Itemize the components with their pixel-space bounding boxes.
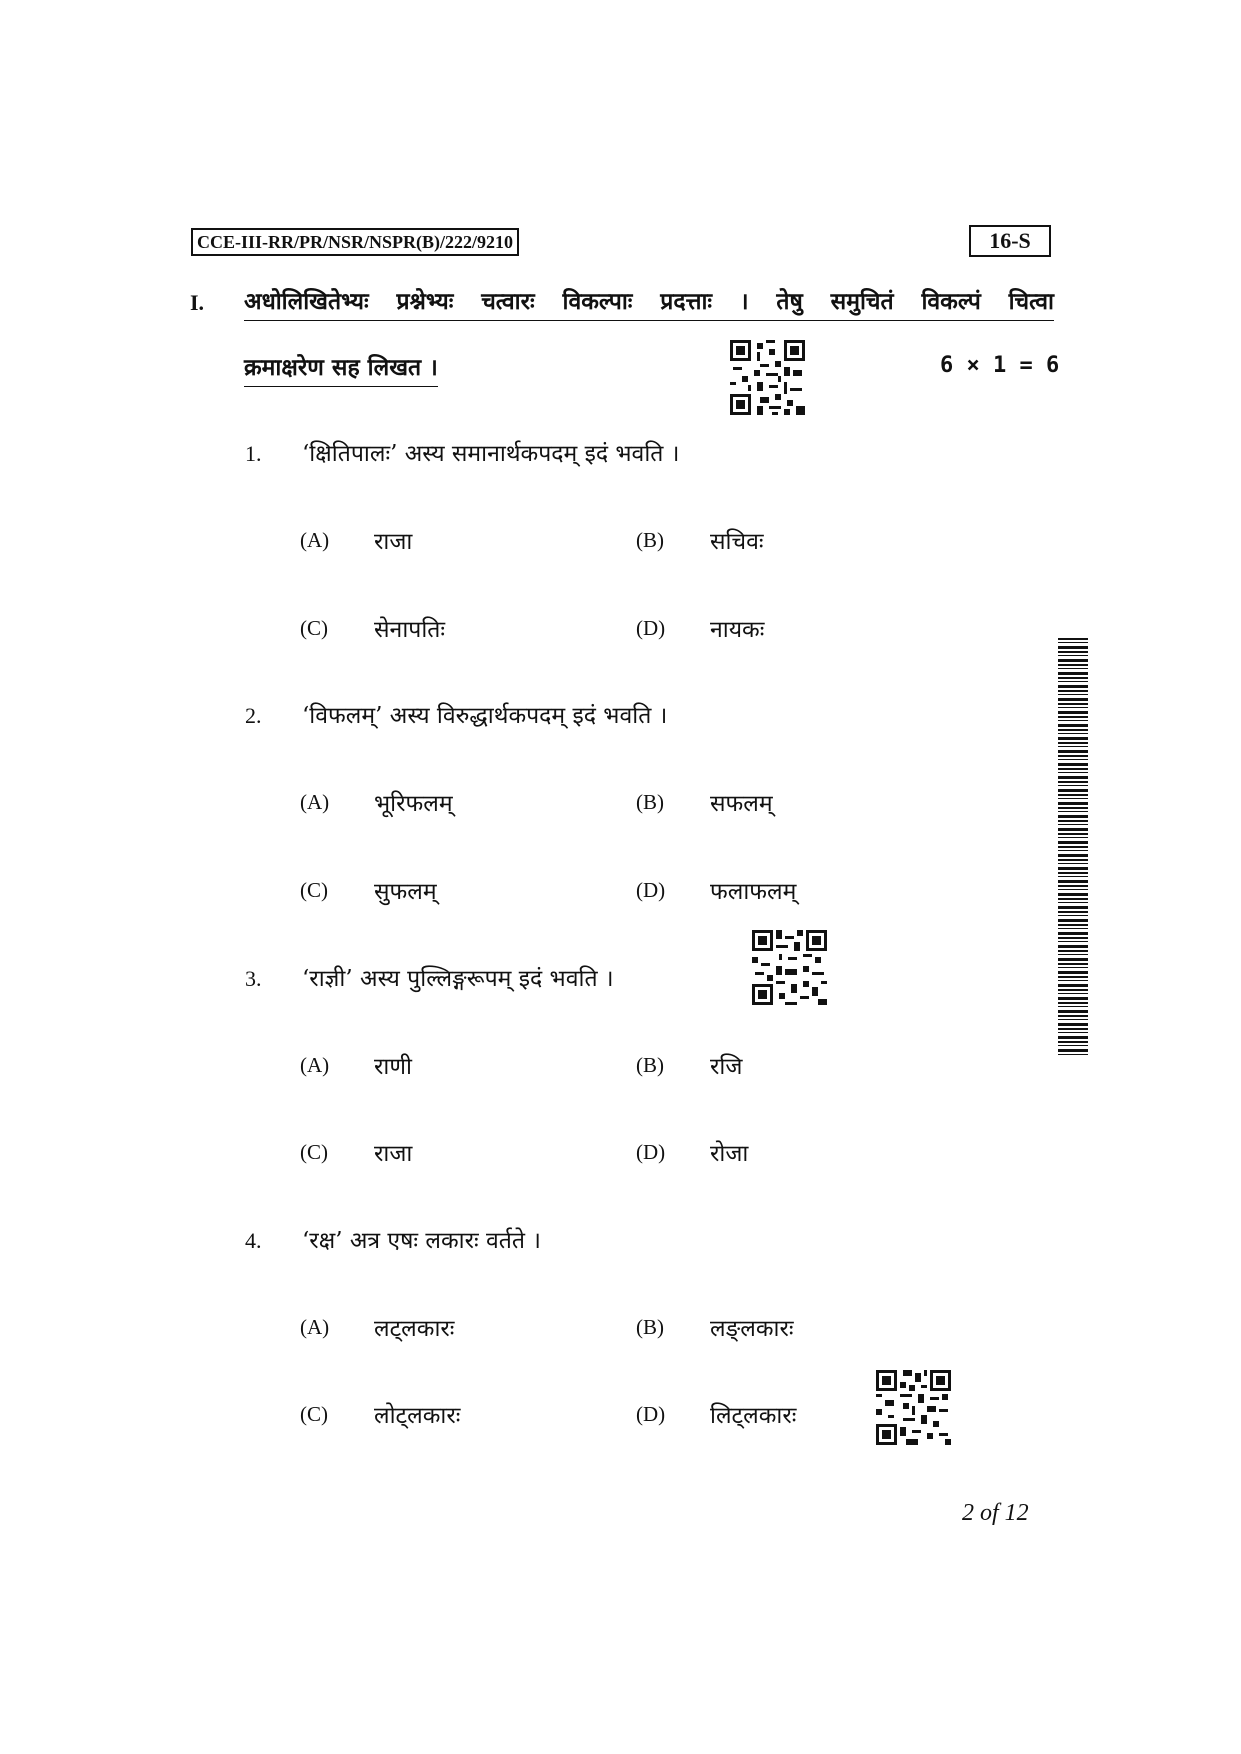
q4-option-d-text: लिट्लकारः xyxy=(710,1403,797,1429)
question-2-text: ‘विफलम्’ अस्य विरुद्धार्थकपदम् इदं भवति । xyxy=(302,703,668,729)
question-4-number: 4. xyxy=(245,1228,262,1253)
q1-option-c-label: (C) xyxy=(300,616,328,640)
q4-option-a-text: लट्लकारः xyxy=(374,1316,455,1342)
q3-option-c-label: (C) xyxy=(300,1140,328,1164)
section-marks: 6 × 1 = 6 xyxy=(940,353,1060,378)
section-instruction-line2: क्रमाक्षरेण सह लिखत । xyxy=(244,350,438,387)
q4-option-c-text: लोट्लकारः xyxy=(374,1403,461,1429)
vertical-barcode xyxy=(1058,638,1088,1055)
q1-option-d-label: (D) xyxy=(636,616,666,640)
q3-option-b-text: रजि xyxy=(710,1054,743,1080)
q3-option-d-text: रोजा xyxy=(710,1141,749,1167)
question-3-text: ‘राज्ञी’ अस्य पुल्लिङ्गरूपम् इदं भवति । xyxy=(302,966,614,992)
q1-option-c-text: सेनापतिः xyxy=(374,617,446,643)
q2-option-d-label: (D) xyxy=(636,878,666,902)
q4-option-b-label: (B) xyxy=(636,1315,664,1339)
q4-option-a-label: (A) xyxy=(300,1315,330,1339)
q4-option-c-label: (C) xyxy=(300,1402,328,1426)
question-2-number: 2. xyxy=(245,703,262,728)
section-number: I. xyxy=(190,290,205,315)
page-number: 2 of 12 xyxy=(962,1500,1029,1526)
q1-option-a-text: राजा xyxy=(374,529,413,555)
q2-option-a-label: (A) xyxy=(300,790,330,814)
qr-code-2 xyxy=(752,930,827,1005)
question-1-text: ‘क्षितिपालः’ अस्य समानार्थकपदम् इदं भवति । xyxy=(302,441,680,467)
q1-option-b-text: सचिवः xyxy=(710,529,764,555)
q3-option-c-text: राजा xyxy=(374,1141,413,1167)
q1-option-d-text: नायकः xyxy=(710,617,765,643)
section-instruction-line1: अधोलिखितेभ्यः प्रश्नेभ्यः चत्वारः विकल्पाः प्रदत्ताः । तेषु समुचितं विकल्पं चित्वा xyxy=(244,284,1054,321)
set-code: 16-S xyxy=(969,225,1051,257)
q3-option-a-text: राणी xyxy=(374,1054,412,1080)
q4-option-d-label: (D) xyxy=(636,1402,666,1426)
q1-option-b-label: (B) xyxy=(636,528,664,552)
q2-option-c-text: सुफलम् xyxy=(374,879,437,905)
q2-option-b-label: (B) xyxy=(636,790,664,814)
q2-option-d-text: फलाफलम् xyxy=(710,879,797,905)
q3-option-b-label: (B) xyxy=(636,1053,664,1077)
qr-code-3 xyxy=(876,1370,951,1445)
question-1-number: 1. xyxy=(245,441,262,466)
question-4-text: ‘रक्ष’ अत्र एषः लकारः वर्तते । xyxy=(302,1228,541,1254)
q2-option-a-text: भूरिफलम् xyxy=(374,791,453,817)
question-3-number: 3. xyxy=(245,966,262,991)
q2-option-b-text: सफलम् xyxy=(710,791,773,817)
q3-option-a-label: (A) xyxy=(300,1053,330,1077)
q1-option-a-label: (A) xyxy=(300,528,330,552)
q4-option-b-text: लङ्लकारः xyxy=(710,1316,794,1342)
paper-code: CCE-III-RR/PR/NSR/NSPR(B)/222/9210 xyxy=(191,228,519,256)
q3-option-d-label: (D) xyxy=(636,1140,666,1164)
qr-code-1 xyxy=(730,340,805,415)
q2-option-c-label: (C) xyxy=(300,878,328,902)
